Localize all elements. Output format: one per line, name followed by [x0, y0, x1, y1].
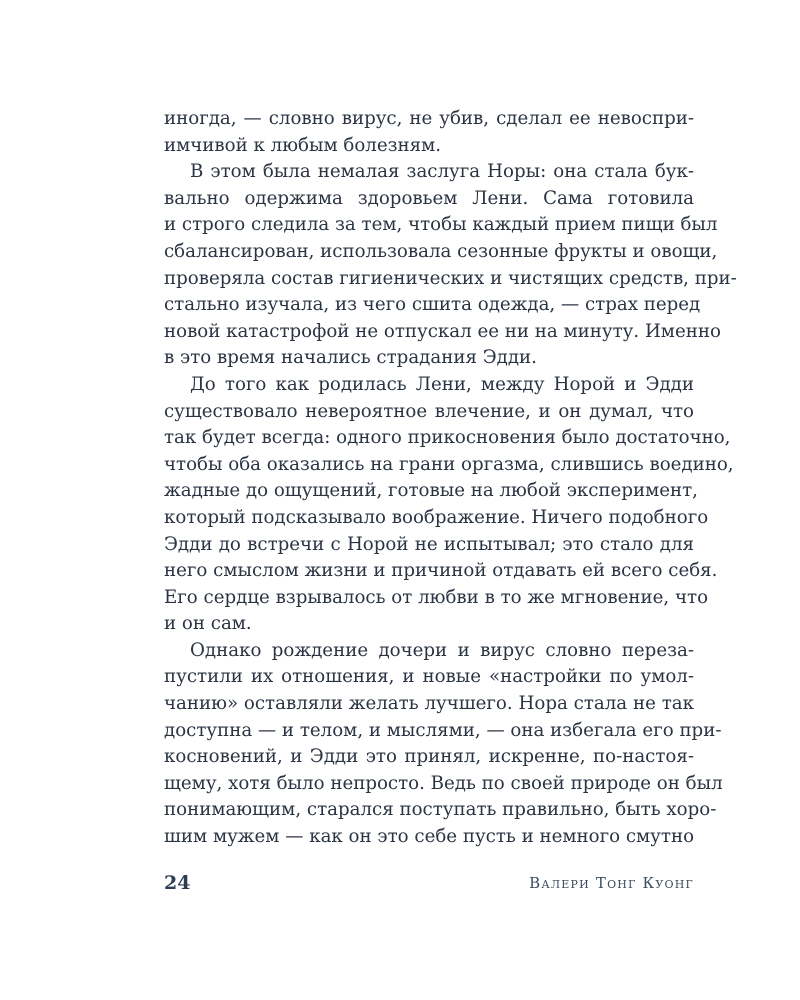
text-line: новой катастрофой не отпускал ее ни на минуту. Именно — [164, 320, 721, 342]
text-line: так будет всегда: одного прикосновения было достаточно, — [164, 427, 731, 449]
text-line: него смыслом жизни и причиной отдавать ей всего себя. — [164, 560, 718, 582]
page-number: 24 — [164, 872, 191, 894]
text-line: Его сердце взрывалось от любви в то же мгновение, что — [164, 586, 709, 608]
text-line: Эдди до встречи с Норой не испытывал; это стало для — [164, 533, 694, 555]
text-line: шим мужем — как он это себе пусть и немного смутно — [164, 826, 695, 848]
text-line: сбалансирован, использовала сезонные фрукты и овощи, — [164, 240, 718, 262]
text-line: доступна — и телом, и мыслями, — она избегала его при- — [164, 719, 722, 741]
author-name: Валери Тонг Куонг — [529, 874, 694, 892]
text-line: имчивой к любым болезням. — [164, 134, 442, 156]
text-line: жадные до ощущений, готовые на любой эксперимент, — [164, 480, 698, 502]
text-line: и строго следила за тем, чтобы каждый прием пищи был — [164, 214, 718, 236]
text-line: щему, хотя было непросто. Ведь по своей природе он был — [164, 772, 723, 794]
text-line: понимающим, старался поступать правильно, быть хоро- — [164, 799, 717, 821]
text-line: существовало невероятное влечение, и он думал, что — [164, 400, 694, 422]
text-line: который подсказывало воображение. Ничего подобного — [164, 506, 709, 528]
text-line: иногда, — словно вирус, не убив, сделал ее невоспри- — [164, 108, 694, 129]
body-text — [164, 106, 737, 851]
text-line: До того как родилась Лени, между Норой и Эдди — [190, 373, 694, 395]
text-line: пустили их отношения, и новые «настройки по умол- — [164, 666, 694, 688]
text-line: Однако рождение дочери и вирус словно переза- — [190, 639, 694, 661]
text-line: и он сам. — [164, 613, 252, 635]
text-line: чтобы оба оказались на грани оргазма, слившись воедино, — [164, 453, 734, 475]
text-line: стально изучала, из чего сшита одежда, — страх перед — [164, 294, 701, 316]
text-line: чанию» оставляли желать лучшего. Нора стала не так — [164, 693, 694, 715]
text-line: косновений, и Эдди это принял, искренне, по-настоя- — [164, 746, 694, 768]
text-line: проверяла состав гигиенических и чистящих средств, при- — [164, 267, 737, 289]
text-line: в это время начались страдания Эдди. — [164, 347, 537, 369]
text-line: вально одержима здоровьем Лени. Сама готовила — [164, 187, 694, 209]
page-footer — [164, 872, 694, 900]
text-line: В этом была немалая заслуга Норы: она стала бук- — [190, 161, 694, 183]
